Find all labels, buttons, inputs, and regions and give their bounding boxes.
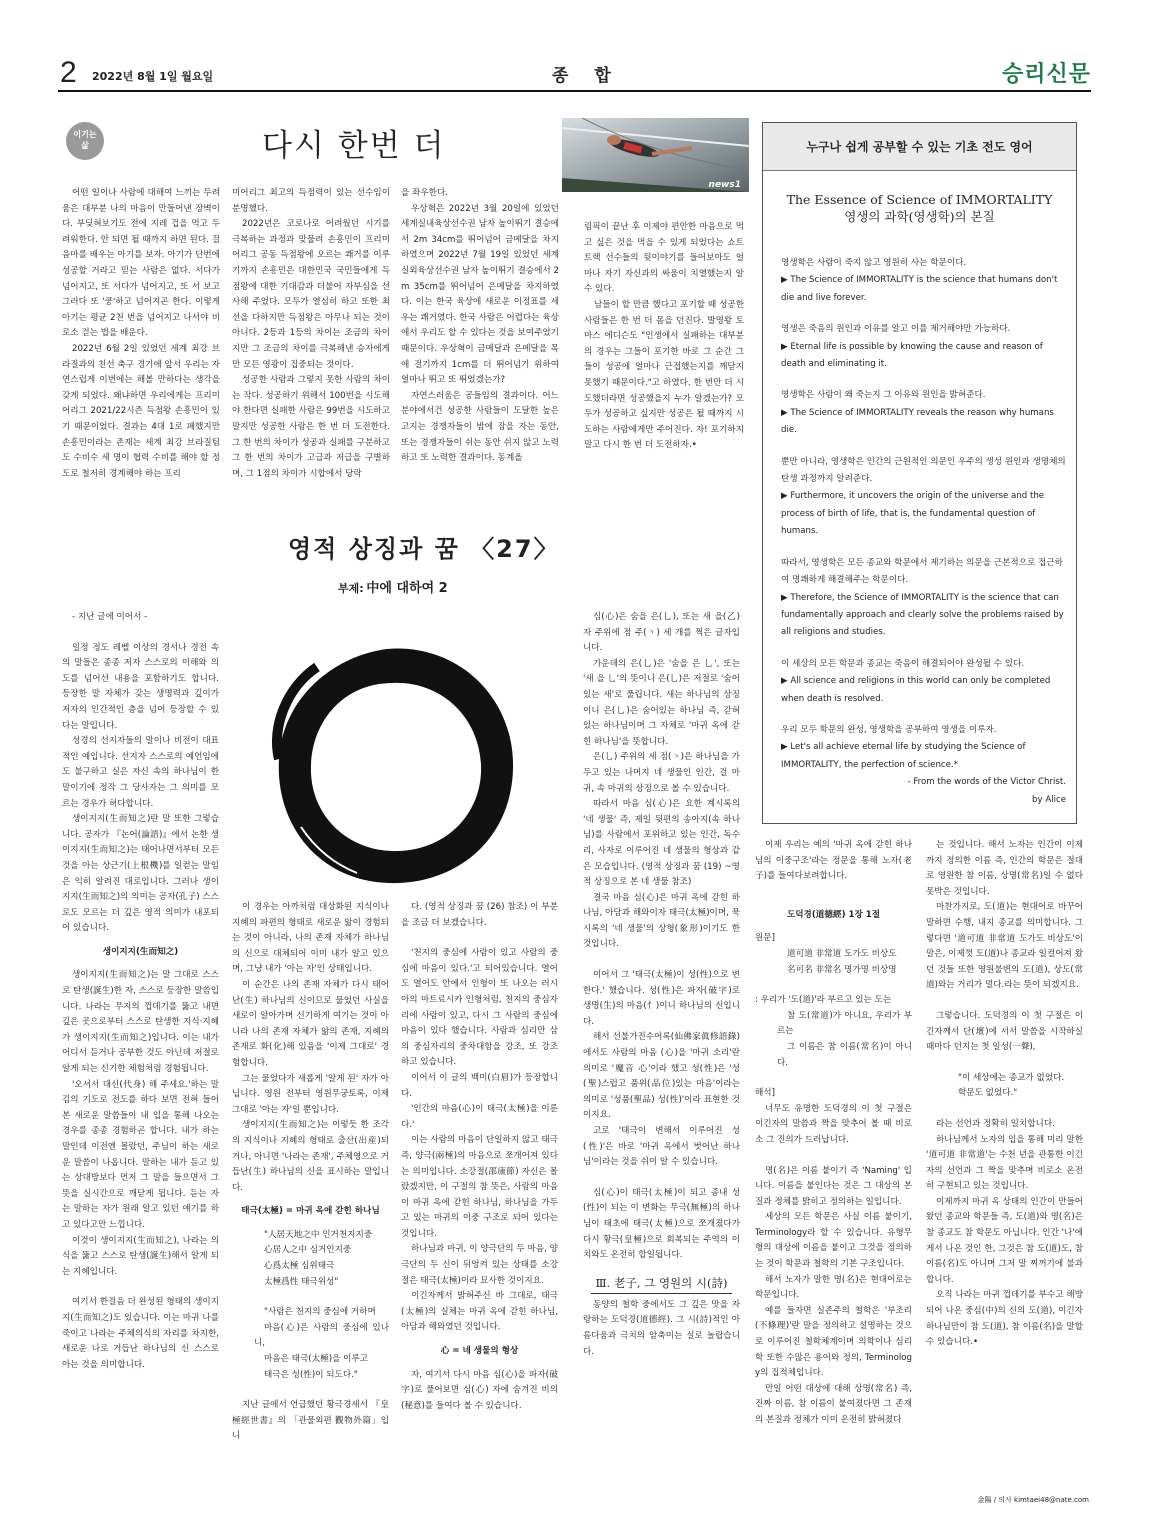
subtitle-prefix: 부제: <box>338 582 364 595</box>
paragraph: '인간의 마음(心)이 태극(太極)을 이룬다.' <box>401 1104 558 1130</box>
sidebar-item <box>781 454 1066 541</box>
sidebar-item <box>781 387 1066 439</box>
sidebar-item-kr: 영생학은 사람이 죽지 않고 영원히 사는 학문이다. <box>781 258 967 268</box>
sidebar-item-kr: 이 세상의 모든 학문과 종교는 죽음이 해결되어야 완성될 수 있다. <box>781 658 1025 669</box>
subtitle-main: 中에 대하여 2 <box>366 581 448 596</box>
quote-line: 참 도(常道)가 아니요, 우리가 부르는 <box>777 1010 912 1037</box>
article2-subtitle <box>338 581 448 599</box>
spacer <box>583 953 740 968</box>
sidebar-item <box>781 722 1066 774</box>
paragraph: 지난 글에서 언급했던 황극경세서 『皇極經世書』의 「관물외편 觀物外篇」입니 <box>232 1400 389 1442</box>
paragraph: 성경의 선지자들의 말이나 비전이 대표적인 예입니다. 선지자 스스로의 예언임에도 불구하고 실은 자신 속의 하나님이 한 말이기에 정작 그 당사자는 그 의미를 모르는 경우가 허다합니다. <box>62 736 219 809</box>
paragraph: 하나님과 마귀, 이 양극단의 두 마음, 양극단의 두 신이 뒤엉켜 있는 상태를 소강절은 태극(太極)이라 묘사한 것이지요. <box>401 1244 558 1286</box>
section-name: 종 합 <box>552 66 621 86</box>
paragraph: 이긴자께서 밝혀주신 바 그대로, 태극(太極)의 실체는 마귀 옥에 갇힌 하나님, 아담과 해와였던 것입니다. <box>401 1291 558 1333</box>
label-line: 원문] <box>755 933 775 944</box>
paragraph: 그는 물었다가 새롭게 '알게 된' 자가 아닙니다. 영원 전부터 영원무궁토록, 이제 그대로 '아는 자'일 뿐입니다. <box>232 1073 389 1115</box>
paragraph: 해서 선불가진수어록(仙佛家眞修語錄)에서도 사람의 마음 (心)을 '마귀 소리'란 의미로 '魔音 心'이라 했고 성(性)은 '성(聖)스럽고 품위(品位)있는 마음'이라는 의미로 '성품(聖品) 성(性)'이라 표현한 것이지요. <box>583 1032 740 1121</box>
high-jump-photo <box>562 118 749 192</box>
spacer <box>755 885 912 900</box>
paragraph: 가운데의 은(乚)은 '숨을 은 乚', 또는 '새 을 乚'의 뜻이니 은(乚)은 저절로 '숨어 있는 새'로 풀립니다. 새는 하나님의 상징이니 은(乚)은 숨어있는 하나님 즉, 갇혀 있는 하나님이며 그 자체로 '마귀 옥에 갇힌 하나님'을 뜻합니다. <box>583 658 740 747</box>
author-footer: 金陽 / 의사 kimtaei48@nate.com <box>977 1496 1089 1504</box>
quote-line: 학문도 없었다." <box>958 1088 1018 1099</box>
paragraph: 이제 우리는 예의 '마귀 옥에 갇힌 하나님의 이중구조'라는 정문을 통해 노자(老子)를 들여다보려합니다. <box>755 840 912 882</box>
enso-circle-image <box>225 635 565 895</box>
paragraph: 미어리그 최고의 득점력이 있는 선수임이 분명했다. <box>232 188 390 214</box>
paragraph: 여기서 한걸음 더 완성된 형태의 생이지지(生而知之)도 있습니다. 이는 마귀 나를 죽이고 나라는 주체의식의 자리를 차지한, 새로운 나로 거듭난 하나님의 신 스스로 아는 것을 의미합니다. <box>62 1297 219 1370</box>
paragraph: 생이지지(生而知之)는 이렇듯 한 조각의 지식이나 지혜의 형태로 출산(出産)되거나, 아니면 '나라는 존재', 주체영으로 거듭난(生) 하나님의 신을 표시하는 말입니다. <box>232 1120 389 1193</box>
article2-col1 <box>62 610 219 1373</box>
paragraph: 림픽이 끝난 후 이제야 편안한 마음으로 먹고 싶은 것을 먹을 수 있게 되었다는 쇼트트랙 선수들의 뒷이야기를 들어보아도 얼마나 자기 자신과의 싸움이 치열했는지 알 수 있다. <box>584 222 744 295</box>
sidebar-item-en: ▶ Furthermore, it uncovers the origin of the universe and the process of birth of life, that is, the fundamental question of humans. <box>781 491 1045 537</box>
paragraph: 예를 들자면 실존주의 철학은 '부조리(不條理)'란 말을 정의하고 설명하는 것으로 이루어진 철학체계이며 의학이나 심리학 또한 수많은 용어와 정의, Terminology의 집적체입니다. <box>755 1305 912 1379</box>
sidebar-item-en: ▶ The Science of IMMORTALITY reveals the reason why humans die. <box>781 407 1054 436</box>
quote-line: 道可道 非常道 도가도 비상도 <box>787 948 897 959</box>
sidebar-author: by Alice <box>1032 794 1066 805</box>
sidebar-item <box>781 555 1066 642</box>
paragraph: 하나님께서 노자의 입을 통해 미리 말한 '道可道 非常道'는 수천 년을 관통한 이긴자의 선언과 그 짝을 맞추며 비로소 온전히 구현되고 있는 것입니다. <box>926 1134 1083 1192</box>
page-number: 2 <box>60 56 77 89</box>
english-sidebar <box>762 122 1077 824</box>
paragraph: 이어서 이 글의 백미(白眉)가 등장합니다. <box>401 1072 558 1099</box>
paragraph: 따라서 마음 심(心)은 요한 계시록의 '네 생물' 즉, 제일 뒷편의 송아지(속 하나님)를 사람에서 포위하고 있는 인간, 독수리, 사자로 이루어진 네 생물의 형상과 같은 모습입니다. (영적 상징과 꿈 (19) ~영적 상징으로 본 네 생물 참조) <box>583 799 740 888</box>
section-heading-text: Ⅲ. 老子, 그 영원의 시(詩) <box>591 1276 731 1294</box>
paragraph: 심(心)은 숨을 은(乚), 또는 새 을(乙) 자 주위에 점 주(丶) 세 개를 찍은 글자입니다. <box>583 612 740 654</box>
spacer <box>232 1290 389 1305</box>
newspaper-brand: 승리신문 <box>1001 62 1091 87</box>
paragraph: 을 좌우한다. <box>401 188 448 198</box>
paragraph: 는 것입니다. 해서 노자는 인간이 이제까지 정의한 이름 즉, 인간의 학문은 절대로 영원한 참 이름, 상명(常名)일 수 없다 못박은 것입니다. <box>926 840 1083 897</box>
spacer <box>926 1056 1083 1071</box>
paragraph: 이 순간은 나의 존재 자체가 다시 태어난(生) 하나님의 신이므로 물었던 사실을 새로이 알아가며 신기하게 여기는 것이 아니라 나의 존재 자체가 앎의 존재, 지혜의 존재로 화(化)해 있음을 '이제 그대로' 경험합니다. <box>232 979 389 1068</box>
paragraph: 세상의 모든 학문은 사실 이름 붙이기, Terminology라 할 수 있습니다. 유형무형의 대상에 이름을 붙이고 그것을 정의하는 것이 학문과 철학의 기본 구조입니다. <box>755 1212 912 1270</box>
paragraph: 심(心)이 태극(太極)이 되고 종내 성(性)이 되는 이 변화는 무극(無極)의 하나님이 태초에 태극(太極)으로 쪼개졌다가 다시 황극(皇極)으로 회복되는 주역의 이치와도 온전히 합일됩니다. <box>583 1187 740 1261</box>
paragraph: - 지난 글에 이어서 - <box>72 612 148 622</box>
article2-title: 영적 상징과 꿈 〈27〉 <box>288 535 560 563</box>
paragraph: 어떤 일이나 사람에 대해여 느끼는 두려움은 대부분 나의 마음이 만들어낸 장벽이다. 부딪혀보기도 전에 지레 겁을 먹고 두려워한다. 안 되면 될 때까지 하면 된다. 걸음마를 배우는 아기를 보자. 아기가 단번에 성공할 거라고 믿는 사람은 없다. 서다가 넘어지고, 또 서다가 넘어지고, 또 서 보고 그러다 또 '쿵'하고 넘어지곤 한다. 이렇게 아기는 평균 2천 번을 넘어지고 나서야 비로소 걷는 법을 배운다. <box>62 188 220 339</box>
sidebar-item-en: ▶ All science and religions in this world can only be completed when death is resolved. <box>781 676 1051 704</box>
article1-title: 다시 한번 더 <box>262 128 446 164</box>
spacer <box>755 978 912 993</box>
paragraph: 은(乚) 주위의 세 점(丶)은 하나님을 가두고 있는 나머지 네 생물인 인간, 걸 마귀, 속 마귀의 상징으로 볼 수 있습니다. <box>583 752 740 794</box>
article2-col2 <box>232 900 389 1445</box>
sidebar-heading: 누구나 쉽게 공부할 수 있는 기초 전도 영어 <box>763 123 1076 171</box>
paragraph: 우상혁은 2022년 3월 20일에 있었던 세계실내육상선수권 남자 높이뛰기 결승에서 2m 34cm를 뛰어넘어 금메달을 차지하였으며 2022년 7월 19일 있었던 세계실외육상선수권 남자 높이뛰기 결승에서 2m 35cm를 뛰어넘어 은메달을 차지하였다. 이는 한국 육상에 새로운 이정표를 세우는 쾌거였다. 한국 사람은 어렵다는 육상에서 우리도 할 수 있다는 것을 보여주었기 때문이다. 우상혁이 금메달과 은메달을 목에 걸기까지 1cm를 더 뛰어넘기 위하여 얼마나 뛰고 또 뛰었겠는가? <box>401 203 559 386</box>
paragraph: 이것이 생이지지(生而知之), 나라는 의식을 뚫고 스스로 탄생(誕生)해서 알게 되는 지혜입니다. <box>62 1235 219 1277</box>
sidebar-source: - From the words of the Victor Christ. <box>907 777 1066 788</box>
article-subheading: 생이지지(生而知之) <box>102 946 179 957</box>
paragraph: '오셔서 대신(代身) 해 주세요.'하는 말김의 기도로 전도를 하다 보면 전혀 들어 본 새로운 말씀들이 내 입을 통해 나오는 경우를 종종 경험하곤 합니다. 내가 하는 말인데 이전엔 몰랐던, 주님이 하는 새로운 말씀이 나옵니다. 말하는 내가 듣고 있는 상대방보다 먼저 그 말을 들으면서 그 뜻을 실시간으로 깨닫게 됩니다. 듣는 자는 말하는 자가 원래 알고 있던 얘기를 하고 있다고만 느낍니다. <box>62 1079 219 1230</box>
paragraph: 자, 여기서 다시 마음 심(心)을 파자(破字)로 풀어보면 심(心) 자에 숨겨진 비의(秘意)를 들여다 볼 수 있습니다. <box>401 1369 558 1411</box>
sidebar-item-kr: 영생학은 사람이 왜 죽는지 그 이유와 원인을 밝혀준다. <box>781 390 986 401</box>
label-line: : 우리가 '도(道)'라 부르고 있는 도는 <box>755 995 892 1006</box>
paragraph: 라는 선언과 정확히 일치합니다. <box>936 1118 1055 1129</box>
article1-col4 <box>584 220 744 454</box>
header-rule <box>58 90 1091 92</box>
paragraph: 2022년 6월 2일 있었던 세계 최강 브라질과의 친선 축구 경기에 앞서 우리는 자연스럽게 이번에는 해볼 만하다는 생각을 갖게 되었다. 왜냐하면 우리에게는 프리미어리그 2021/22시즌 득점왕 손흥민이 있기 때문이었다. 결과는 4대 1로 패했지만 손흥민이라는 존재는 세계 최강 브라질팀도 수비수 세 명이 협력 수비를 해야 할 정도로 철저히 경계해야 하는 프리 <box>62 343 220 479</box>
sidebar-item <box>781 255 1066 307</box>
paragraph: 이는 사람의 마음이 단일하지 않고 태극 즉, 양극(兩極)의 마음으로 쪼개어져 있다는 의미입니다. 소강절(邵康節) 자신은 몰랐겠지만, 이 구절의 참 뜻은, 사람의 마음이 마귀 옥에 갇힌 하나님, 하나님을 가두고 있는 마귀의 이중 구조로 되어 있다는 것입니다. <box>401 1135 558 1239</box>
paragraph: 만일 어떤 대상에 대해 상명(常名) 즉, 진짜 이름, 참 이름이 붙여졌다면 그 존재의 본질과 정체가 이미 온전히 밝혀졌다 <box>755 1383 912 1425</box>
article-subheading: 도덕경(道德經) 1장 1절 <box>786 909 881 920</box>
paragraph: 이어서 그 '태극(太極)이 성(性)으로 변한다.' 했습니다. 성(性)은 파자(破字)로 생명(生)의 마음(忄)이니 하나님의 신입니다. <box>583 970 740 1027</box>
label-line: 해석] <box>755 1088 775 1099</box>
sidebar-item-kr: 영생은 죽음의 원인과 이유를 알고 이를 제거해야만 가능하다. <box>781 324 1011 335</box>
article2-col4 <box>583 610 740 1360</box>
spacer <box>232 1383 389 1398</box>
photo-credit: news1 <box>708 180 741 190</box>
article1-col1 <box>62 186 220 482</box>
quote-line: 마음(心)은 사람의 중심에 있나니, <box>254 1322 389 1349</box>
paragraph: 그렇습니다. 도덕경의 이 첫 구절은 이긴자께서 단(壇)에 서서 말씀을 시작하실 때마다 던지는 첫 일성(一聲), <box>926 1010 1083 1053</box>
paragraph: 남들이 할 만큼 했다고 포기할 때 성공한 사람들은 한 번 더 몸을 던진다. 발명왕 토마스 에디슨도 "인생에서 실패하는 대부분의 경우는 그들이 포기한 바로 그 순간 그들이 성공에 얼마나 근접했는지를 깨닫지 못했기 때문이다."고 하였다. 한 번만 더 시도했더라면 성공했을지 누가 알겠는가? 모두가 성공하고 싶지만 성공은 될 때까지 시도하는 사람에게만 주어진다. 자! 포기하지 말고 다시 한 번 더 도전하자.• <box>584 299 744 451</box>
sidebar-item-en: ▶ The Science of IMMORTALITY is the science that humans don't die and live forever. <box>781 275 1058 303</box>
sidebar-title <box>763 191 1076 225</box>
section-heading <box>583 1276 740 1290</box>
quote-line: "사람은 천지의 중심에 거하며 <box>264 1307 376 1318</box>
paragraph: 오직 나라는 마귀 껍데기를 부수고 해방되어 나온 중심(中)의 신의 도(道), 이긴자 하나님만이 참 도(道), 참 이름(名)을 말할 수 있습니다.• <box>926 1290 1083 1348</box>
badge-line-2: 삶 <box>81 141 89 150</box>
article-subheading: 心 = 네 생물의 형상 <box>440 1346 519 1357</box>
spacer <box>62 1280 219 1295</box>
paragraph: 다. (영적 상징과 꿈 (26) 참조) 이 부분을 조금 더 보겠습니다. <box>401 902 558 928</box>
article1-col2 <box>232 186 390 482</box>
sidebar-item-en: ▶ Eternal life is possible by knowing the cause and reason of death and eliminating it. <box>781 341 1043 370</box>
column-badge <box>66 122 104 160</box>
paragraph: 동양의 철학 중에서도 그 깊은 맛을 자랑하는 도덕경(道德經). 그 시(詩)적인 아름다움과 극치의 암축미는 실로 놀랍습니다. <box>583 1299 740 1357</box>
spacer <box>583 1171 740 1186</box>
paragraph: 해서 노자가 말한 명(名)은 현대어로는 학문입니다. <box>755 1274 912 1301</box>
sidebar-item-en: ▶ Therefore, the Science of IMMORTALITY is the science that can fundamentally approach and clearly solve the problems raised by all religions and studies. <box>781 592 1064 638</box>
paragraph: 너무도 유명한 도덕경의 이 첫 구절은 이긴자의 말씀과 짝을 맞추어 볼 때 비로소 그 진의가 드러납니다. <box>755 1103 912 1145</box>
paragraph: 마찬가지로, 도(道)는 현대어로 바꾸어 말하면 수행, 내지 종교를 의미합니다. 그렇다면 '道可道 非常道 도가도 비상도'이 말은, 이제껏 도(道)나 종교라 일컬어져 왔던 것들 또한 영원불변의 도(道), 상도(常道)와는 거리가 멀다.라는 뜻이 되겠지요. <box>926 902 1083 991</box>
sidebar-item <box>781 321 1066 373</box>
paragraph: 명(名)은 이름 붙이기 즉 'Naming' 입니다. 이름을 붙인다는 것은 그 대상의 본질과 정체를 밝히고 정의하는 일입니다. <box>755 1165 912 1207</box>
sidebar-item-kr: 따라서, 영생학은 모든 종교와 학문에서 제기하는 의문을 근본적으로 접근하여 명쾌하게 해결해주는 학문이다. <box>781 557 1063 586</box>
spacer <box>755 1149 912 1164</box>
article2-col5 <box>755 838 912 1429</box>
paragraph: 자연스러움은 공들임의 결과이다. 어느 분야에서건 성공한 사람들이 도달한 높은 고지는 경쟁자들이 밤에 잠을 자는 동안, 또는 경쟁자들이 쉬는 동안 쉬지 않고 노력하고 또 노력한 결과이다. 동계올 <box>401 390 559 464</box>
paragraph: 이 경우는 아까처럼 대상화된 지식이나 지혜의 파편의 형태로 새로운 앎이 경험되는 것이 아니라, 나의 존재 자체가 하나님의 신으로 대체되어 이미 내가 알고 있으며, 그냥 내가 '아는 자'인 상태입니다. <box>232 902 389 975</box>
issue-date: 2022년 8월 1일 월요일 <box>92 70 214 83</box>
paragraph: '천지의 중심에 사람이 있고 사람의 중심에 마음이 있다.'고 되어있습니다. 열어도 열어도 안에서 인형이 또 나오는 러시아의 마트료시카 인형처럼, 천지의 중심자리에 사람이 있고, 다시 그 사람의 중심에 마음이 있다 했습니다. 사람과 심리만 삼의 중심자리의 중차대함을 강조, 또 강조하고 있습니다. <box>401 948 558 1068</box>
article1-col3 <box>401 186 559 467</box>
spacer <box>401 931 558 946</box>
quote-line: 태극은 성(性)이 되도다." <box>264 1369 358 1380</box>
article2-col3 <box>401 900 558 1414</box>
spacer <box>62 626 219 641</box>
sidebar-body <box>763 225 1076 809</box>
spacer <box>926 1102 1083 1117</box>
sidebar-item-kr: 우리 모두 학문의 완성, 영생학을 공부하여 영생을 이루자. <box>781 724 997 735</box>
quote-line: 마음은 태극(太極)을 이루고 <box>264 1354 369 1365</box>
paragraph: 고로 '태극이 변해서 이루어진 성(性)'은 바로 '마귀 옥에서 벗어난 하나님'이라는 것을 쉬이 알 수 있습니다. <box>583 1126 740 1168</box>
sidebar-item <box>781 656 1066 708</box>
paragraph: 성공한 사람과 그렇지 못한 사람의 차이는 작다. 성공하기 위해서 100번을 시도해야 한다면 실패한 사람은 99번을 시도하고 말지만 성공한 사람은 한 번 더 도전한다. 그 한 번의 차이가 성공과 실패를 구분하고 그 한 번의 차이가 고급과 저급을 구별하며, 그 1점의 차이가 시합에서 당락 <box>232 375 390 479</box>
quote-line: 그 이름은 참 이름(常名)이 아니다. <box>777 1041 912 1068</box>
paragraph: 생이지지(生而知之)는 말 그대로 스스로 탄생(誕生)한 자, 스스로 등장한 말씀입니다. 나라는 무지의 껍데기를 뚫고 내면 깊은 곳으로부터 스스로 탄생한 지식·지혜가 생이지지(生而知之)입니다. 이는 내가 어디서 듣거나 공부한 것도 아닌데 저절로 알게 되는 신기한 체험처럼 경험됩니다. <box>62 970 219 1075</box>
sidebar-item-kr: 뿐만 아니라, 영생학은 인간의 근원적인 의문인 우주의 생성 원인과 생명체의 탄생 과정까지 알려준다. <box>781 456 1066 485</box>
quote-line: 心居人之中 심거인지중 <box>264 1245 352 1256</box>
article-subheading: 태극(太極) = 마귀 옥에 갇힌 하나님 <box>241 1206 380 1217</box>
paragraph: 일정 정도 레벨 이상의 경서나 경전 속의 말들은 종종 저자 스스로의 이해와 의도를 넘어선 내용을 포함하기도 합니다. 등장한 말 자체가 갖는 생명력과 깊이가 저자의 인간적인 층을 넘어 등장할 수 있다는 말입니다. <box>62 642 219 731</box>
spacer <box>755 1071 912 1086</box>
badge-line-1: 이기는 <box>73 130 97 139</box>
sidebar-item-en: ▶ Let's all achieve eternal life by studying the Science of IMMORTALITY, the perfection of science.* <box>781 742 1026 770</box>
spacer <box>926 994 1083 1009</box>
quote-line: "人居天地之中 인거천지지중 <box>264 1229 373 1240</box>
quote-line: 太極爲性 태극위성" <box>264 1276 339 1287</box>
paragraph: 2022년은 코로나로 어려웠던 시기를 극복하는 과정과 맞물려 손흥민이 프리미어리그 공동 득점왕에 오르는 쾌거를 이루기까지 손흥민은 대한민국 국민들에게 득점왕에 대한 기대감과 더불어 자부심을 선사해 주었다. 모두가 열심히 하고 또한 최선을 다하지만 득점왕은 아무나 되는 것이 아니다. 2등과 1등의 차이는 조금의 차이지만 그 조금의 차이를 극복해낸 승자에게만 모든 영광이 집중되는 것이다. <box>232 219 390 370</box>
quote-line: 名可名 非常名 명가명 비상명 <box>787 964 897 975</box>
quote-line: "이 세상에는 종교가 없었다. <box>958 1072 1065 1083</box>
article2-col6 <box>926 838 1083 1351</box>
sidebar-title-kr: 영생의 과학(영생학)의 본질 <box>844 209 995 224</box>
quote-line: 心爲太極 심위태극 <box>264 1261 335 1272</box>
paragraph: 이제까지 마귀 옥 상태의 인간이 만들어 왔던 종교와 학문들 즉, 도(道)와 명(名)은 참 종교도 참 학문도 아닙니다. 인간 '나'에게서 나온 것인 한, 그것은 참 도(道)도, 참 이름(名)도 아니며 그저 말 찌꺼기에 불과합니다. <box>926 1196 1083 1285</box>
paragraph: 결국 마음 심(心)은 마귀 옥에 갇힌 하나님, 아담과 해와이자 태극(太極)이며, 묵시록의 '네 생물'의 상형(象形)이기도 한 것입니다. <box>583 892 740 950</box>
sidebar-title-en: The Essence of Science of IMMORTALITY <box>786 192 1053 207</box>
paragraph: 생이지지(生而知之)란 말 또한 그렇습니다. 공자가 『논어(論語)』에서 논한 생이지지(生而知之)는 태어나면서부터 모든 것을 아는 상근기(上根機)를 일컫는 말임은 익히 알려진 대로입니다. 그러나 생이지지(生而知之)의 의미는 공자(孔子) 스스로도 모르는 더 깊은 영적 의미가 내포되어 있습니다. <box>62 814 219 934</box>
